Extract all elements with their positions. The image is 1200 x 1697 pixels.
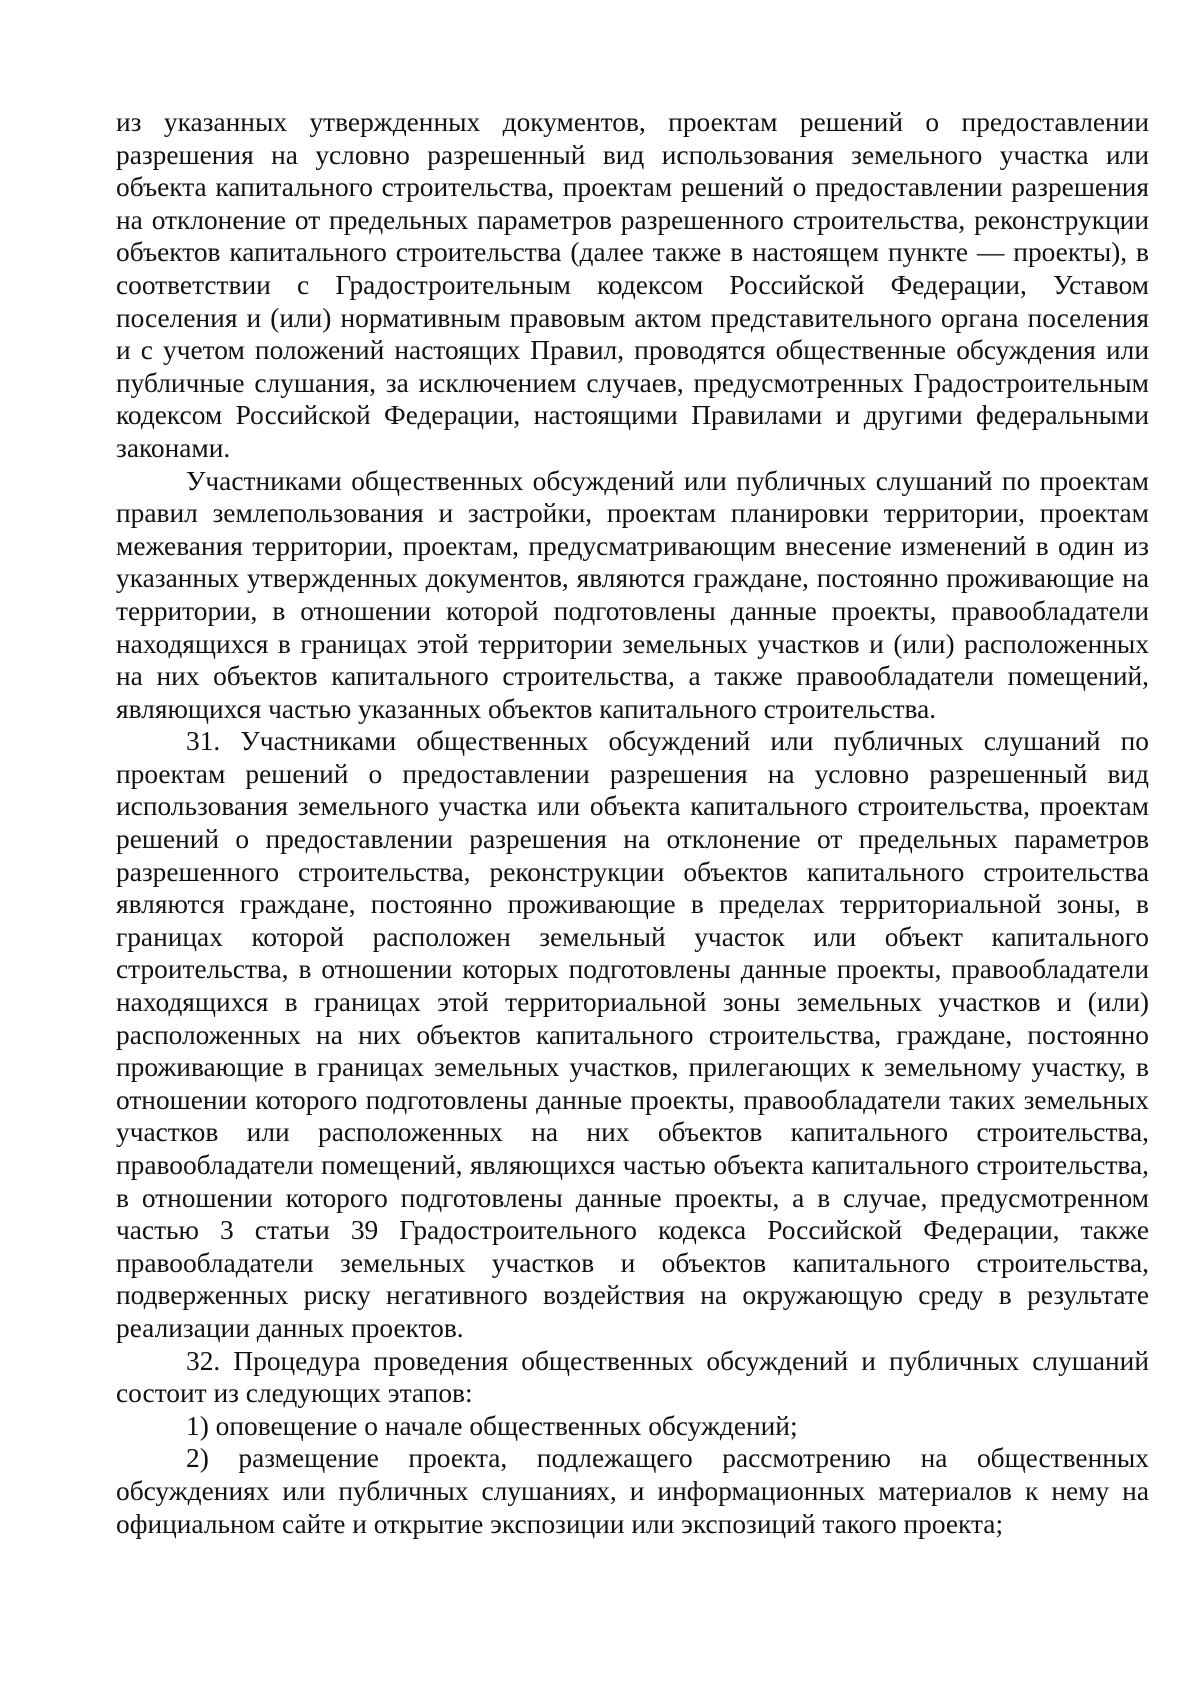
- paragraph-continuation: из указанных утвержденных документов, проектам решений о предоставлении разрешения на условно разрешенный вид использования земельного участка или объекта капитального строительства, проектам решений о предоставлении разрешения на отклонение от предельных параметров разрешенного строительства, реконструкции объектов капитального строительства (далее также в настоящем пункте — проекты), в соответствии с Градостроительным кодексом Российской Федерации, Уставом поселения и (или) нормативным правовым актом представительного органа поселения и с учетом положений настоящих Правил, проводятся общественные обсуждения или публичные слушания, за исключением случаев, предусмотренных Градостроительным кодексом Российской Федерации, настоящими Правилами и другими федеральными законами.: [116, 107, 1149, 463]
- list-item-32-2: 2) размещение проекта, подлежащего рассмотрению на общественных обсуждениях или публичных слушаниях, и информационных материалов к нему на официальном сайте и открытие экспозиции или экспозиций такого проекта;: [116, 1443, 1149, 1539]
- paragraph-item-31: 31. Участниками общественных обсуждений или публичных слушаний по проектам решений о предоставлении разрешения на условно разрешенный вид использования земельного участка или объекта капитального строительства, проектам решений о предоставлении разрешения на отклонение от предельных параметров разрешенного строительства, реконструкции объектов капитального строительства являются граждане, постоянно проживающие в пределах территориальной зоны, в границах которой расположен земельный участок или объект капитального строительства, в отношении которых подготовлены данные проекты, правообладатели находящихся в границах этой территориальной зоны земельных участков и (или) расположенных на них объектов капитального строительства, граждане, постоянно проживающие в границах земельных участков, прилегающих к земельному участку, в отношении которого подготовлены данные проекты, правообладатели таких земельных участков или расположенных на них объектов капитального строительства, правообладатели помещений, являющихся частью объекта капитального строительства, в отношении которого подготовлены данные проекты, а в случае, предусмотренном частью 3 статьи 39 Градостроительного кодекса Российской Федерации, также правообладатели земельных участков и объектов капитального строительства, подверженных риску негативного воздействия на окружающую среду в результате реализации данных проектов.: [116, 726, 1149, 1343]
- list-item-32-1: 1) оповещение о начале общественных обсуждений;: [186, 1410, 798, 1441]
- paragraph-item-32: 32. Процедура проведения общественных обсуждений и публичных слушаний состоит из следующих этапов:: [116, 1345, 1149, 1409]
- paragraph-participants: Участниками общественных обсуждений или публичных слушаний по проектам правил землепользования и застройки, проектам планировки территории, проектам межевания территории, проектам, предусматривающим внесение изменений в один из указанных утвержденных документов, являются граждане, постоянно проживающие на территории, в отношении которой подготовлены данные проекты, правообладатели находящихся в границах этой территории земельных участков и (или) расположенных на них объектов капитального строительства, а также правообладатели помещений, являющихся частью указанных объектов капитального строительства.: [116, 465, 1149, 724]
- document-page: [116, 106, 1149, 1540]
